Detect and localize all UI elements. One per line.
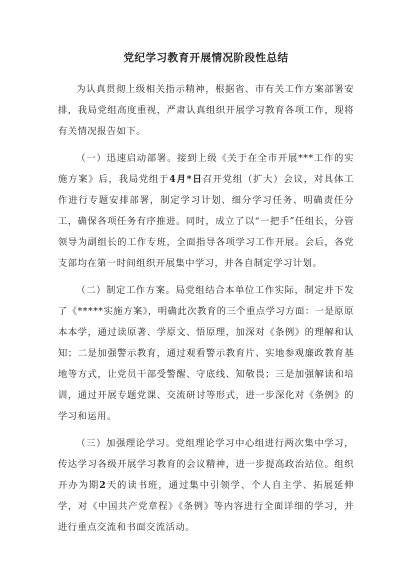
section-1-paragraph [58,148,354,274]
section-3-text-b: 天的读书班，通过集中引领学、个人自主学、拓展延伸学，对《中国共产党章程》《条例》等内容进行全面详细的学习，并进行重点交流和书面交流活动。 [58,480,354,533]
document-title: 党纪学习教育开展情况阶段性总结 [123,52,289,64]
section-2-paragraph: （二）制定工作方案。局党组结合本单位工作实际，制定并下发了《*****实施方案》，明确此次教育的三个重点学习方面：一是原原本本学，通过读原著、学原文、悟原理，加深对《条例》的理解和认知；二是加强警示教育，通过观看警示教育片、实地参观廉政教育基地等方式，让党员干部受警醒、守底线、知敬畏；三是加强解读和培训，通过开展专题党课、交流研讨等形式，进一步深化对《条例》的学习和运用。 [58,285,354,422]
section-3-days: 2 [99,480,107,491]
intro-paragraph: 为认真贯彻上级相关指示精神，根据省、市有关工作方案部署安排，我局党组高度重视，严肃认真组织开展学习教育各项工作，现将有关情况报告如下。 [58,84,354,137]
section-1-text-a: （一）迅速启动部署。接到上级《关于在全市开展***工作的实施方案》后，我局党组于 [58,153,354,185]
section-1-text-b: 召开党组（扩大）会议，对具体工作进行专题安排部署，制定学习计划、细分学习任务、明确责任分工，确保各项任务有序推进。同时，成立了以“一把手”任组长，分管领导为副组长的工作专班，全面指导各项学习工作开展。会后，各党支部均在第一时间组织开展集中学习，并各自制定学习计划。 [58,174,354,269]
section-3-text-a: （三）加强理论学习。党组理论学习中心组进行两次集中学习，传达学习各级开展学习教育的会议精神，进一步提高政治站位。组织开办为期 [58,438,354,491]
section-1-date: 4月*日 [169,174,203,185]
section-3-paragraph [58,433,354,538]
